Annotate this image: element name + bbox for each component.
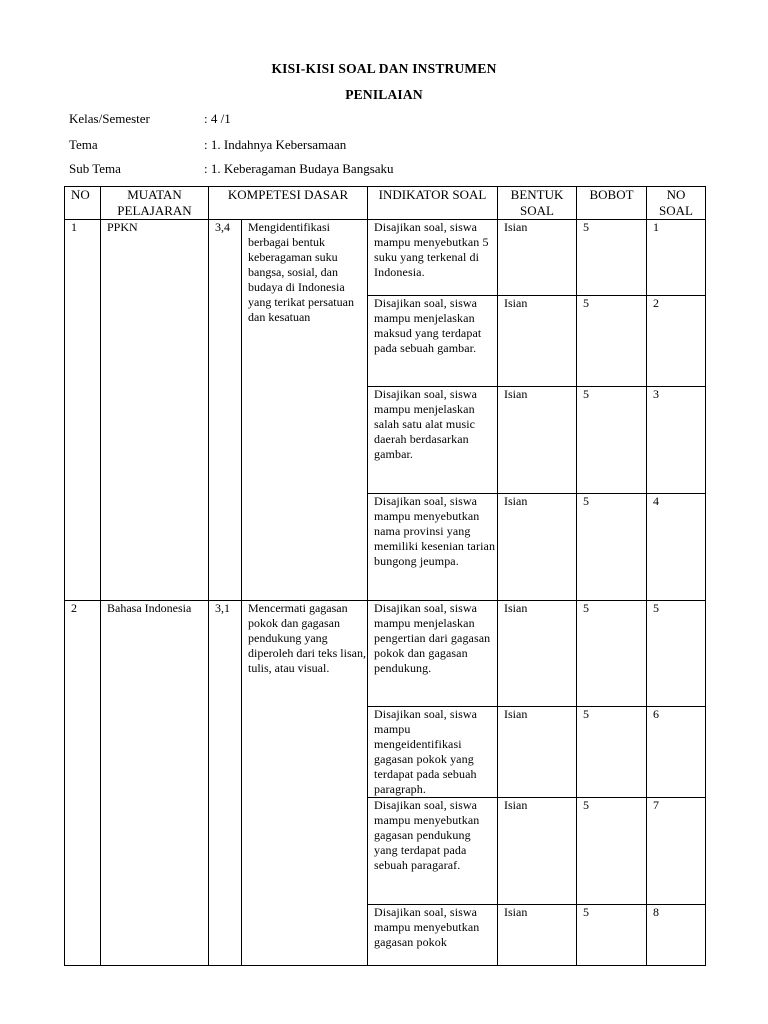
document-title-line-2: PENILAIAN: [345, 87, 423, 102]
header-indikator-soal: INDIKATOR SOAL: [368, 187, 498, 220]
document-title-line-1: KISI-KISI SOAL DAN INSTRUMEN: [271, 61, 497, 76]
meta-label: Tema: [69, 137, 98, 152]
cell-kd-number: 3,1: [209, 601, 242, 966]
cell-bentuk: Isian: [498, 220, 577, 296]
table-header-row: [65, 187, 706, 220]
cell-indikator: Disajikan soal, siswa mampu menyebutkan nama provinsi yang memiliki kesenian tarian bungong jeumpa.: [368, 494, 498, 601]
header-bentuk-soal: BENTUK SOAL: [498, 187, 577, 220]
cell-no-soal: 2: [647, 296, 706, 387]
cell-indikator: Disajikan soal, siswa mampu mengeidentifikasi gagasan pokok yang terdapat pada sebuah paragraph.: [368, 707, 498, 798]
cell-bobot: 5: [577, 798, 647, 905]
cell-bentuk: Isian: [498, 707, 577, 798]
header-no-soal: NO SOAL: [647, 187, 706, 220]
cell-indikator: Disajikan soal, siswa mampu menyebutkan gagasan pendukung yang terdapat pada sebuah paragaraf.: [368, 798, 498, 905]
cell-bobot: 5: [577, 707, 647, 798]
meta-row-tema: [69, 137, 346, 153]
cell-bobot: 5: [577, 905, 647, 966]
cell-bentuk: Isian: [498, 798, 577, 905]
table-row: [65, 601, 706, 707]
cell-muatan: Bahasa Indonesia: [101, 601, 209, 966]
meta-row-subtema: [69, 161, 394, 177]
cell-no-soal: 7: [647, 798, 706, 905]
cell-indikator: Disajikan soal, siswa mampu menjelaskan maksud yang terdapat pada sebuah gambar.: [368, 296, 498, 387]
cell-bobot: 5: [577, 296, 647, 387]
cell-bobot: 5: [577, 601, 647, 707]
cell-indikator: Disajikan soal, siswa mampu menjelaskan salah satu alat music daerah berdasarkan gambar.: [368, 387, 498, 494]
cell-no: 2: [65, 601, 101, 966]
table-row: [65, 220, 706, 296]
cell-bobot: 5: [577, 494, 647, 601]
header-bobot: BOBOT: [577, 187, 647, 220]
cell-kd-text: Mengidentifikasi berbagai bentuk keberagaman suku bangsa, sosial, dan budaya di Indonesia yang terikat persatuan dan kesatuan: [242, 220, 368, 601]
cell-kd-number: 3,4: [209, 220, 242, 601]
cell-indikator: Disajikan soal, siswa mampu menyebutkan 5 suku yang terkenal di Indonesia.: [368, 220, 498, 296]
cell-bentuk: Isian: [498, 905, 577, 966]
header-kompetensi-dasar: KOMPETESI DASAR: [209, 187, 368, 220]
cell-no-soal: 4: [647, 494, 706, 601]
meta-value: : 4 /1: [204, 111, 231, 126]
cell-no: 1: [65, 220, 101, 601]
cell-bobot: 5: [577, 387, 647, 494]
meta-label: Sub Tema: [69, 161, 121, 176]
cell-muatan: PPKN: [101, 220, 209, 601]
meta-label: Kelas/Semester: [69, 111, 150, 126]
cell-no-soal: 6: [647, 707, 706, 798]
cell-bentuk: Isian: [498, 387, 577, 494]
meta-value: : 1. Indahnya Kebersamaan: [204, 137, 347, 152]
cell-bentuk: Isian: [498, 601, 577, 707]
cell-bobot: 5: [577, 220, 647, 296]
meta-row-kelas: [69, 111, 231, 127]
cell-no-soal: 5: [647, 601, 706, 707]
header-no: NO: [65, 187, 101, 220]
cell-kd-text: Mencermati gagasan pokok dan gagasan pendukung yang diperoleh dari teks lisan, tulis, atau visual.: [242, 601, 368, 966]
cell-no-soal: 8: [647, 905, 706, 966]
header-muatan-pelajaran: MUATAN PELAJARAN: [101, 187, 209, 220]
kisi-kisi-table: [64, 186, 706, 966]
cell-bentuk: Isian: [498, 296, 577, 387]
cell-no-soal: 1: [647, 220, 706, 296]
cell-indikator: Disajikan soal, siswa mampu menjelaskan pengertian dari gagasan pokok dan gagasan pendukung.: [368, 601, 498, 707]
cell-bentuk: Isian: [498, 494, 577, 601]
cell-indikator: Disajikan soal, siswa mampu menyebutkan gagasan pokok: [368, 905, 498, 966]
cell-no-soal: 3: [647, 387, 706, 494]
meta-value: : 1. Keberagaman Budaya Bangsaku: [204, 161, 394, 176]
